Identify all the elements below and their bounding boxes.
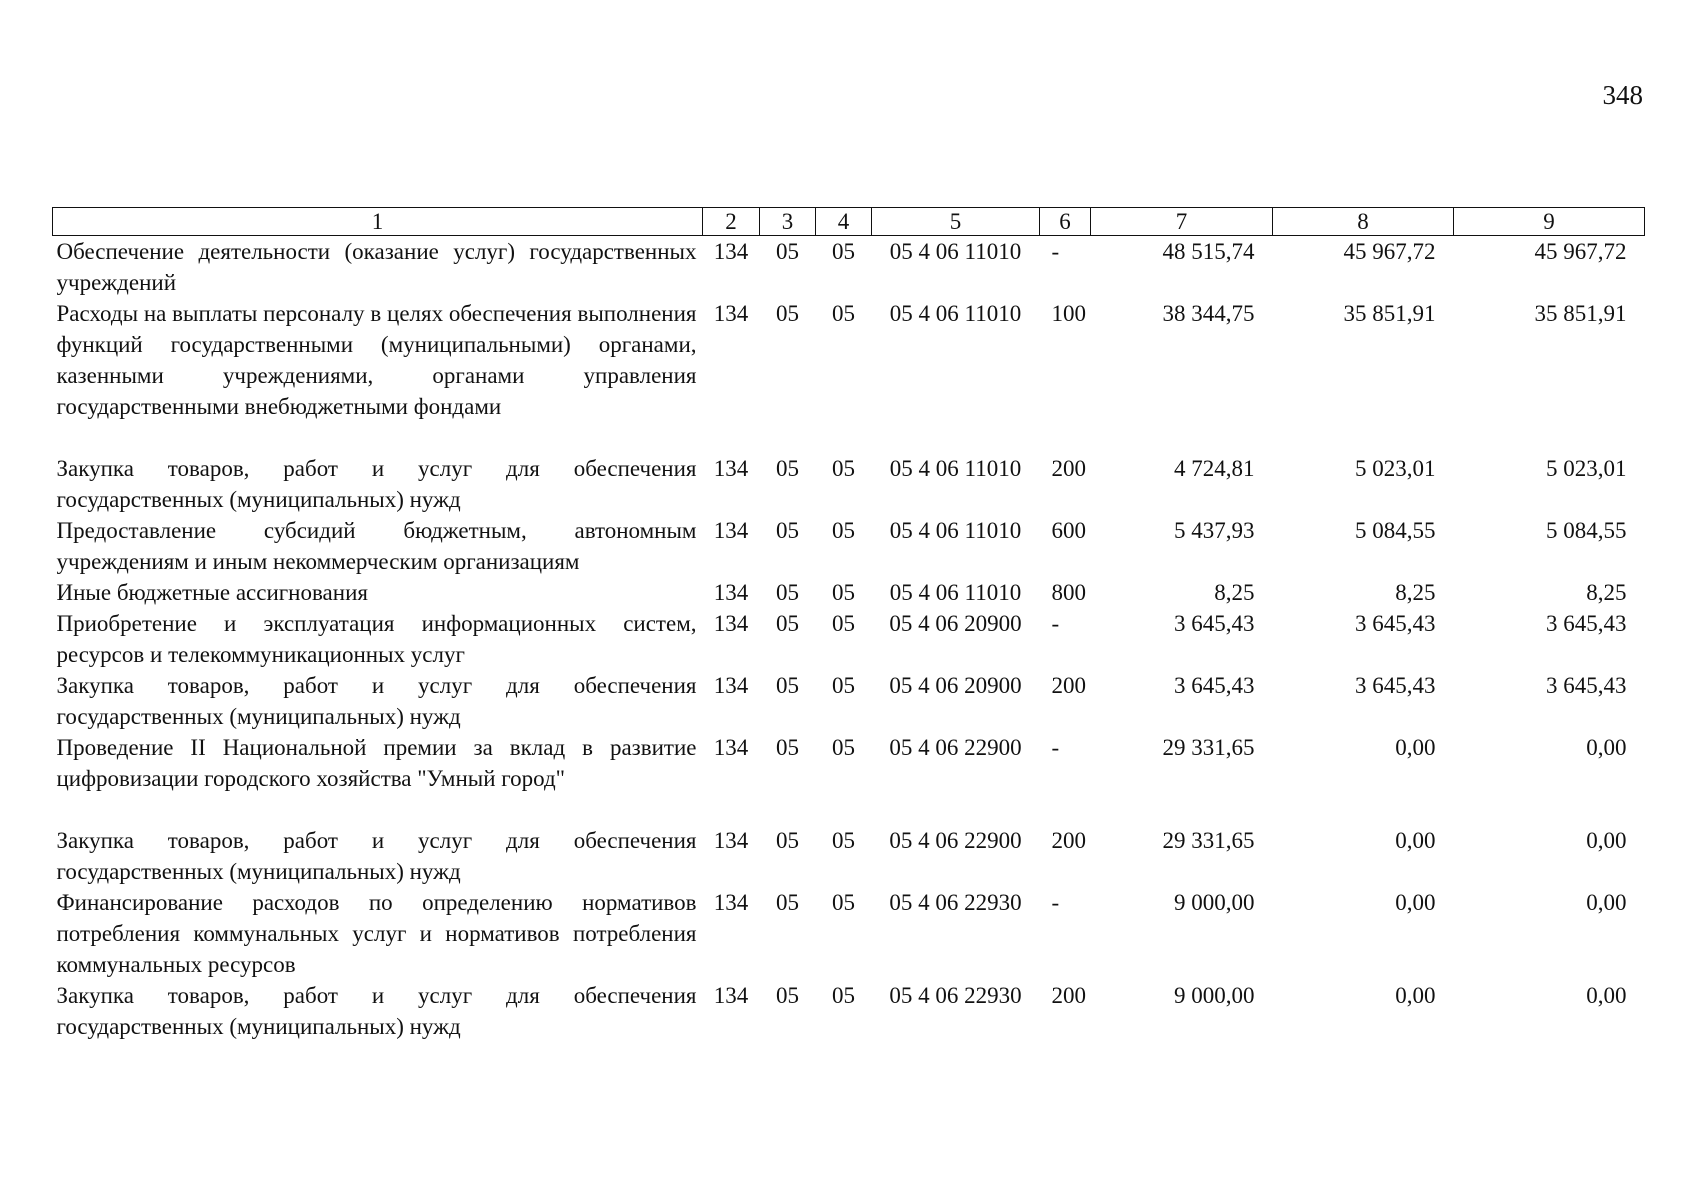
row-target-article: 05 4 06 22930	[889, 890, 1022, 915]
table-row	[53, 515, 1645, 577]
table-row	[53, 298, 1645, 453]
row-section: 05	[776, 580, 799, 605]
row-amount-8: 8,25	[1395, 580, 1436, 605]
row-amount-9: 35 851,91	[1534, 301, 1627, 326]
row-code: 134	[713, 828, 749, 853]
row-amount-7: 3 645,43	[1174, 673, 1255, 698]
row-code: 134	[713, 611, 749, 636]
row-section: 05	[776, 890, 799, 915]
column-header: 5	[872, 208, 1040, 236]
row-section: 05	[776, 301, 799, 326]
row-name: Приобретение и эксплуатация информационных систем, ресурсов и телекоммуникационных услуг	[56, 611, 697, 667]
row-expense-type: -	[1051, 735, 1060, 760]
row-target-article: 05 4 06 20900	[889, 611, 1022, 636]
row-amount-8: 0,00	[1395, 983, 1436, 1008]
row-name: Иные бюджетные ассигнования	[56, 580, 368, 605]
column-header: 9	[1454, 208, 1645, 236]
row-subsection: 05	[832, 518, 855, 543]
page-number: 348	[1602, 80, 1643, 110]
row-amount-7: 9 000,00	[1174, 983, 1255, 1008]
row-amount-9: 0,00	[1586, 983, 1627, 1008]
row-amount-8: 5 023,01	[1355, 456, 1436, 481]
row-section: 05	[776, 673, 799, 698]
row-section: 05	[776, 456, 799, 481]
row-subsection: 05	[832, 456, 855, 481]
row-target-article: 05 4 06 11010	[889, 239, 1022, 264]
row-amount-9: 0,00	[1586, 890, 1627, 915]
table-row	[53, 887, 1645, 980]
row-amount-9: 0,00	[1586, 735, 1627, 760]
row-subsection: 05	[832, 735, 855, 760]
row-expense-type: -	[1051, 239, 1060, 264]
row-amount-9: 3 645,43	[1546, 673, 1627, 698]
row-subsection: 05	[832, 301, 855, 326]
table-row	[53, 236, 1645, 299]
row-expense-type: 200	[1051, 828, 1086, 853]
row-amount-7: 9 000,00	[1174, 890, 1255, 915]
row-section: 05	[776, 735, 799, 760]
table-row	[53, 608, 1645, 670]
row-section: 05	[776, 611, 799, 636]
row-subsection: 05	[832, 983, 855, 1008]
row-name: Предоставление субсидий бюджетным, автономным учреждениям и иным некоммерческим организациям	[56, 518, 697, 574]
column-header: 6	[1040, 208, 1091, 236]
row-target-article: 05 4 06 11010	[889, 456, 1022, 481]
row-subsection: 05	[832, 828, 855, 853]
row-amount-9: 5 084,55	[1546, 518, 1627, 543]
row-amount-7: 4 724,81	[1174, 456, 1255, 481]
row-name: Закупка товаров, работ и услуг для обеспечения государственных (муниципальных) нужд	[56, 673, 697, 729]
budget-table	[52, 207, 1645, 1042]
table-header-row	[53, 208, 1645, 236]
column-header: 1	[53, 208, 703, 236]
row-expense-type: 200	[1051, 673, 1086, 698]
row-subsection: 05	[832, 673, 855, 698]
row-target-article: 05 4 06 20900	[889, 673, 1022, 698]
row-expense-type: -	[1051, 890, 1060, 915]
column-header: 2	[703, 208, 760, 236]
row-code: 134	[713, 239, 749, 264]
row-section: 05	[776, 518, 799, 543]
row-amount-9: 45 967,72	[1534, 239, 1627, 264]
row-amount-8: 5 084,55	[1355, 518, 1436, 543]
row-amount-7: 48 515,74	[1162, 239, 1255, 264]
row-section: 05	[776, 983, 799, 1008]
row-amount-9: 0,00	[1586, 828, 1627, 853]
row-code: 134	[713, 673, 749, 698]
row-code: 134	[713, 301, 749, 326]
column-header: 8	[1273, 208, 1454, 236]
row-amount-8: 0,00	[1395, 828, 1436, 853]
column-header: 4	[816, 208, 872, 236]
row-amount-8: 0,00	[1395, 890, 1436, 915]
row-target-article: 05 4 06 22930	[889, 983, 1022, 1008]
table-row	[53, 670, 1645, 732]
row-section: 05	[776, 828, 799, 853]
row-code: 134	[713, 456, 749, 481]
table-row	[53, 453, 1645, 515]
row-code: 134	[713, 518, 749, 543]
row-amount-7: 29 331,65	[1162, 735, 1255, 760]
row-amount-7: 3 645,43	[1174, 611, 1255, 636]
row-name: Закупка товаров, работ и услуг для обеспечения государственных (муниципальных) нужд	[56, 456, 697, 512]
row-amount-9: 8,25	[1586, 580, 1627, 605]
row-expense-type: -	[1051, 611, 1060, 636]
row-expense-type: 200	[1051, 983, 1086, 1008]
table-row	[53, 980, 1645, 1042]
row-subsection: 05	[832, 611, 855, 636]
row-amount-8: 35 851,91	[1343, 301, 1436, 326]
row-target-article: 05 4 06 22900	[889, 828, 1022, 853]
row-name: Финансирование расходов по определению нормативов потребления коммунальных услуг и нормативов потребления коммунальных ресурсов	[56, 890, 697, 977]
table-row	[53, 825, 1645, 887]
row-expense-type: 600	[1051, 518, 1086, 543]
row-subsection: 05	[832, 580, 855, 605]
row-subsection: 05	[832, 239, 855, 264]
row-name: Обеспечение деятельности (оказание услуг) государственных учреждений	[56, 239, 697, 295]
row-name: Закупка товаров, работ и услуг для обеспечения государственных (муниципальных) нужд	[56, 983, 697, 1039]
row-target-article: 05 4 06 11010	[889, 301, 1022, 326]
row-amount-7: 5 437,93	[1174, 518, 1255, 543]
row-amount-7: 8,25	[1214, 580, 1255, 605]
table-row	[53, 732, 1645, 825]
row-code: 134	[713, 580, 749, 605]
row-amount-8: 3 645,43	[1355, 611, 1436, 636]
row-name: Расходы на выплаты персоналу в целях обеспечения выполнения функций государственными (муниципальными) органами, казенными учреждениями, органами управления государственными внебюджетными фондами	[56, 301, 697, 419]
column-header: 3	[760, 208, 816, 236]
row-target-article: 05 4 06 11010	[889, 580, 1022, 605]
row-code: 134	[713, 983, 749, 1008]
row-expense-type: 100	[1051, 301, 1086, 326]
row-amount-7: 38 344,75	[1162, 301, 1255, 326]
table-row	[53, 577, 1645, 608]
row-code: 134	[713, 735, 749, 760]
row-name: Проведение II Национальной премии за вклад в развитие цифровизации городского хозяйства "Умный город"	[56, 735, 697, 791]
row-section: 05	[776, 239, 799, 264]
row-amount-7: 29 331,65	[1162, 828, 1255, 853]
row-amount-8: 45 967,72	[1343, 239, 1436, 264]
row-target-article: 05 4 06 11010	[889, 518, 1022, 543]
row-code: 134	[713, 890, 749, 915]
row-amount-8: 0,00	[1395, 735, 1436, 760]
row-expense-type: 800	[1051, 580, 1086, 605]
row-amount-8: 3 645,43	[1355, 673, 1436, 698]
row-amount-9: 3 645,43	[1546, 611, 1627, 636]
row-amount-9: 5 023,01	[1546, 456, 1627, 481]
row-subsection: 05	[832, 890, 855, 915]
column-header: 7	[1091, 208, 1273, 236]
row-name: Закупка товаров, работ и услуг для обеспечения государственных (муниципальных) нужд	[56, 828, 697, 884]
row-expense-type: 200	[1051, 456, 1086, 481]
row-target-article: 05 4 06 22900	[889, 735, 1022, 760]
